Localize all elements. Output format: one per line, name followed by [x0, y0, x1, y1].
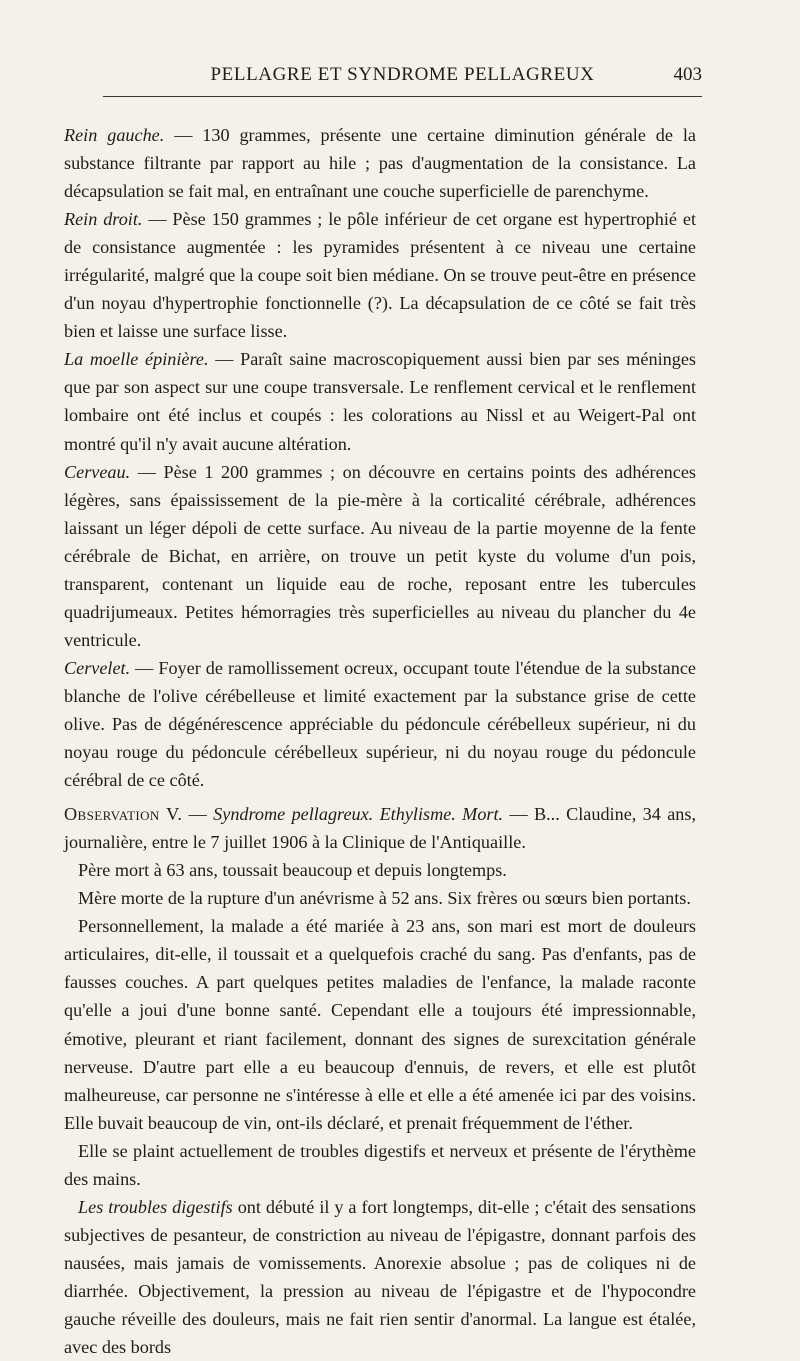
observation-dash: —: [182, 804, 214, 825]
paragraph-text: — Paraît saine macroscopiquement aussi bien par ses méninges que par son aspect sur une coupe transversale. Le renflement cervical et le renflement lombaire ont été inclus et coupés : les colorations au Nissl et au Weigert-Pal ont montré qu'il n'y avait aucune altération.: [64, 349, 696, 454]
paragraph-lead: Rein gauche.: [64, 125, 165, 145]
history-paragraph: Mère morte de la rupture d'un anévrisme à 52 ans. Six frères ou sœurs bien portants.: [78, 888, 691, 909]
observation-heading: [64, 800, 696, 856]
page-number: 403: [673, 64, 702, 85]
observation-title: Syndrome pellagreux. Ethylisme. Mort.: [213, 804, 504, 825]
history-paragraph: Elle se plaint actuellement de troubles digestifs et nerveux et présente de l'érythème des mains.: [64, 1140, 696, 1189]
paragraph-troubles-digestifs: [64, 1193, 696, 1361]
paragraph-text: — Pèse 150 grammes ; le pôle inférieur de cet organe est hypertrophié et de consistance augmentée : les pyramides présentent à ce niveau une certaine irrégularité, malgré que la coupe soit bien médiane. On se trouve peut-être en présence d'un noyau d'hypertrophie fonctionnelle (?). La décapsulation de ce côté se fait très bien et laisse une surface lisse.: [64, 209, 696, 342]
paragraph-lead: Les troubles digestifs: [78, 1196, 233, 1217]
paragraph-lead: Cervelet.: [64, 657, 131, 678]
running-title: PELLAGRE ET SYNDROME PELLAGREUX: [210, 64, 595, 85]
paragraph-cervelet: [64, 654, 696, 794]
paragraph-lead: Rein droit.: [64, 209, 143, 230]
paragraph-rein-gauche: [64, 121, 696, 205]
observation-label: Observation V.: [64, 804, 183, 825]
paragraph-lead: Cerveau.: [64, 461, 131, 482]
observation-text: — B... Claudine, 34 ans, journalière, entre le 7 juillet 1906 à la Clinique de l'Antiquaille.: [64, 804, 696, 853]
paragraph-text: — Foyer de ramollissement ocreux, occupant toute l'étendue de la substance blanche de l'olive cérébelleuse et limité exactement par la substance grise de cette olive. Pas de dégénérescence appréciable du pédoncule cérébelleux supérieur, ni du noyau rouge du pédoncule cérébelleux supérieur, ni du noyau rouge du pédoncule cérébral de ce côté.: [64, 657, 696, 791]
running-head: [103, 62, 702, 97]
paragraph-rein-droit: [64, 205, 696, 345]
history-paragraph: Personnellement, la malade a été mariée à 23 ans, son mari est mort de douleurs articulaires, dit-elle, il toussait et a quelquefois craché du sang. Pas d'enfants, pas de fausses couches. A part quelques petites maladies de l'enfance, la malade raconte qu'elle a joui d'une bonne santé. Cependant elle a toujours été impressionnable, émotive, pleurant et riant facilement, donnant des signes de surexcitation générale nerveuse. D'autre part elle a eu beaucoup d'ennuis, de revers, et elle est plutôt malheureuse, car personne ne s'intéresse à elle et elle a été amenée ici par des voisins. Elle buvait beaucoup de vin, ont-ils déclaré, et prenait fréquemment de l'éther.: [64, 916, 696, 1133]
paragraph-lead: La moelle épinière.: [64, 349, 209, 370]
paragraph-text: ont débuté il y a fort longtemps, dit-elle ; c'était des sensations subjectives de pesanteur, de constriction au niveau de l'épigastre, donnant parfois des nausées, mais jamais de vomissements. Anorexie absolue ; pas de coliques ni de diarrhée. Objectivement, la pression au niveau de l'épigastre et de l'hypocondre gauche réveille des douleurs, mais ne fait rien sentir d'anormal. La langue est étalée, avec des bords: [64, 1196, 696, 1358]
history-paragraph: Père mort à 63 ans, toussait beaucoup et depuis longtemps.: [78, 860, 507, 881]
paragraph-text: — Pèse 1 200 grammes ; on découvre en certains points des adhérences légères, sans épaississement de la pie-mère à la corticalité cérébrale, adhérences laissant un léger dépoli de cette surface. Au niveau de la partie moyenne de la fente cérébrale de Bichat, en arrière, on trouve un petit kyste du volume d'un pois, transparent, contenant un liquide eau de roche, reposant entre les tubercules quadrijumeaux. Petites hémorragies très superficielles au niveau du plancher du 4e ventricule.: [64, 461, 696, 650]
paragraph-moelle: [64, 345, 696, 457]
body-text: [64, 121, 696, 1361]
paragraph-text: — 130 grammes, présente une certaine diminution générale de la substance filtrante par rapport au hile ; pas d'augmentation de la consistance. La décapsulation se fait mal, en entraînant une couche superficielle de parenchyme.: [64, 125, 696, 202]
paragraph-cerveau: [64, 458, 696, 654]
